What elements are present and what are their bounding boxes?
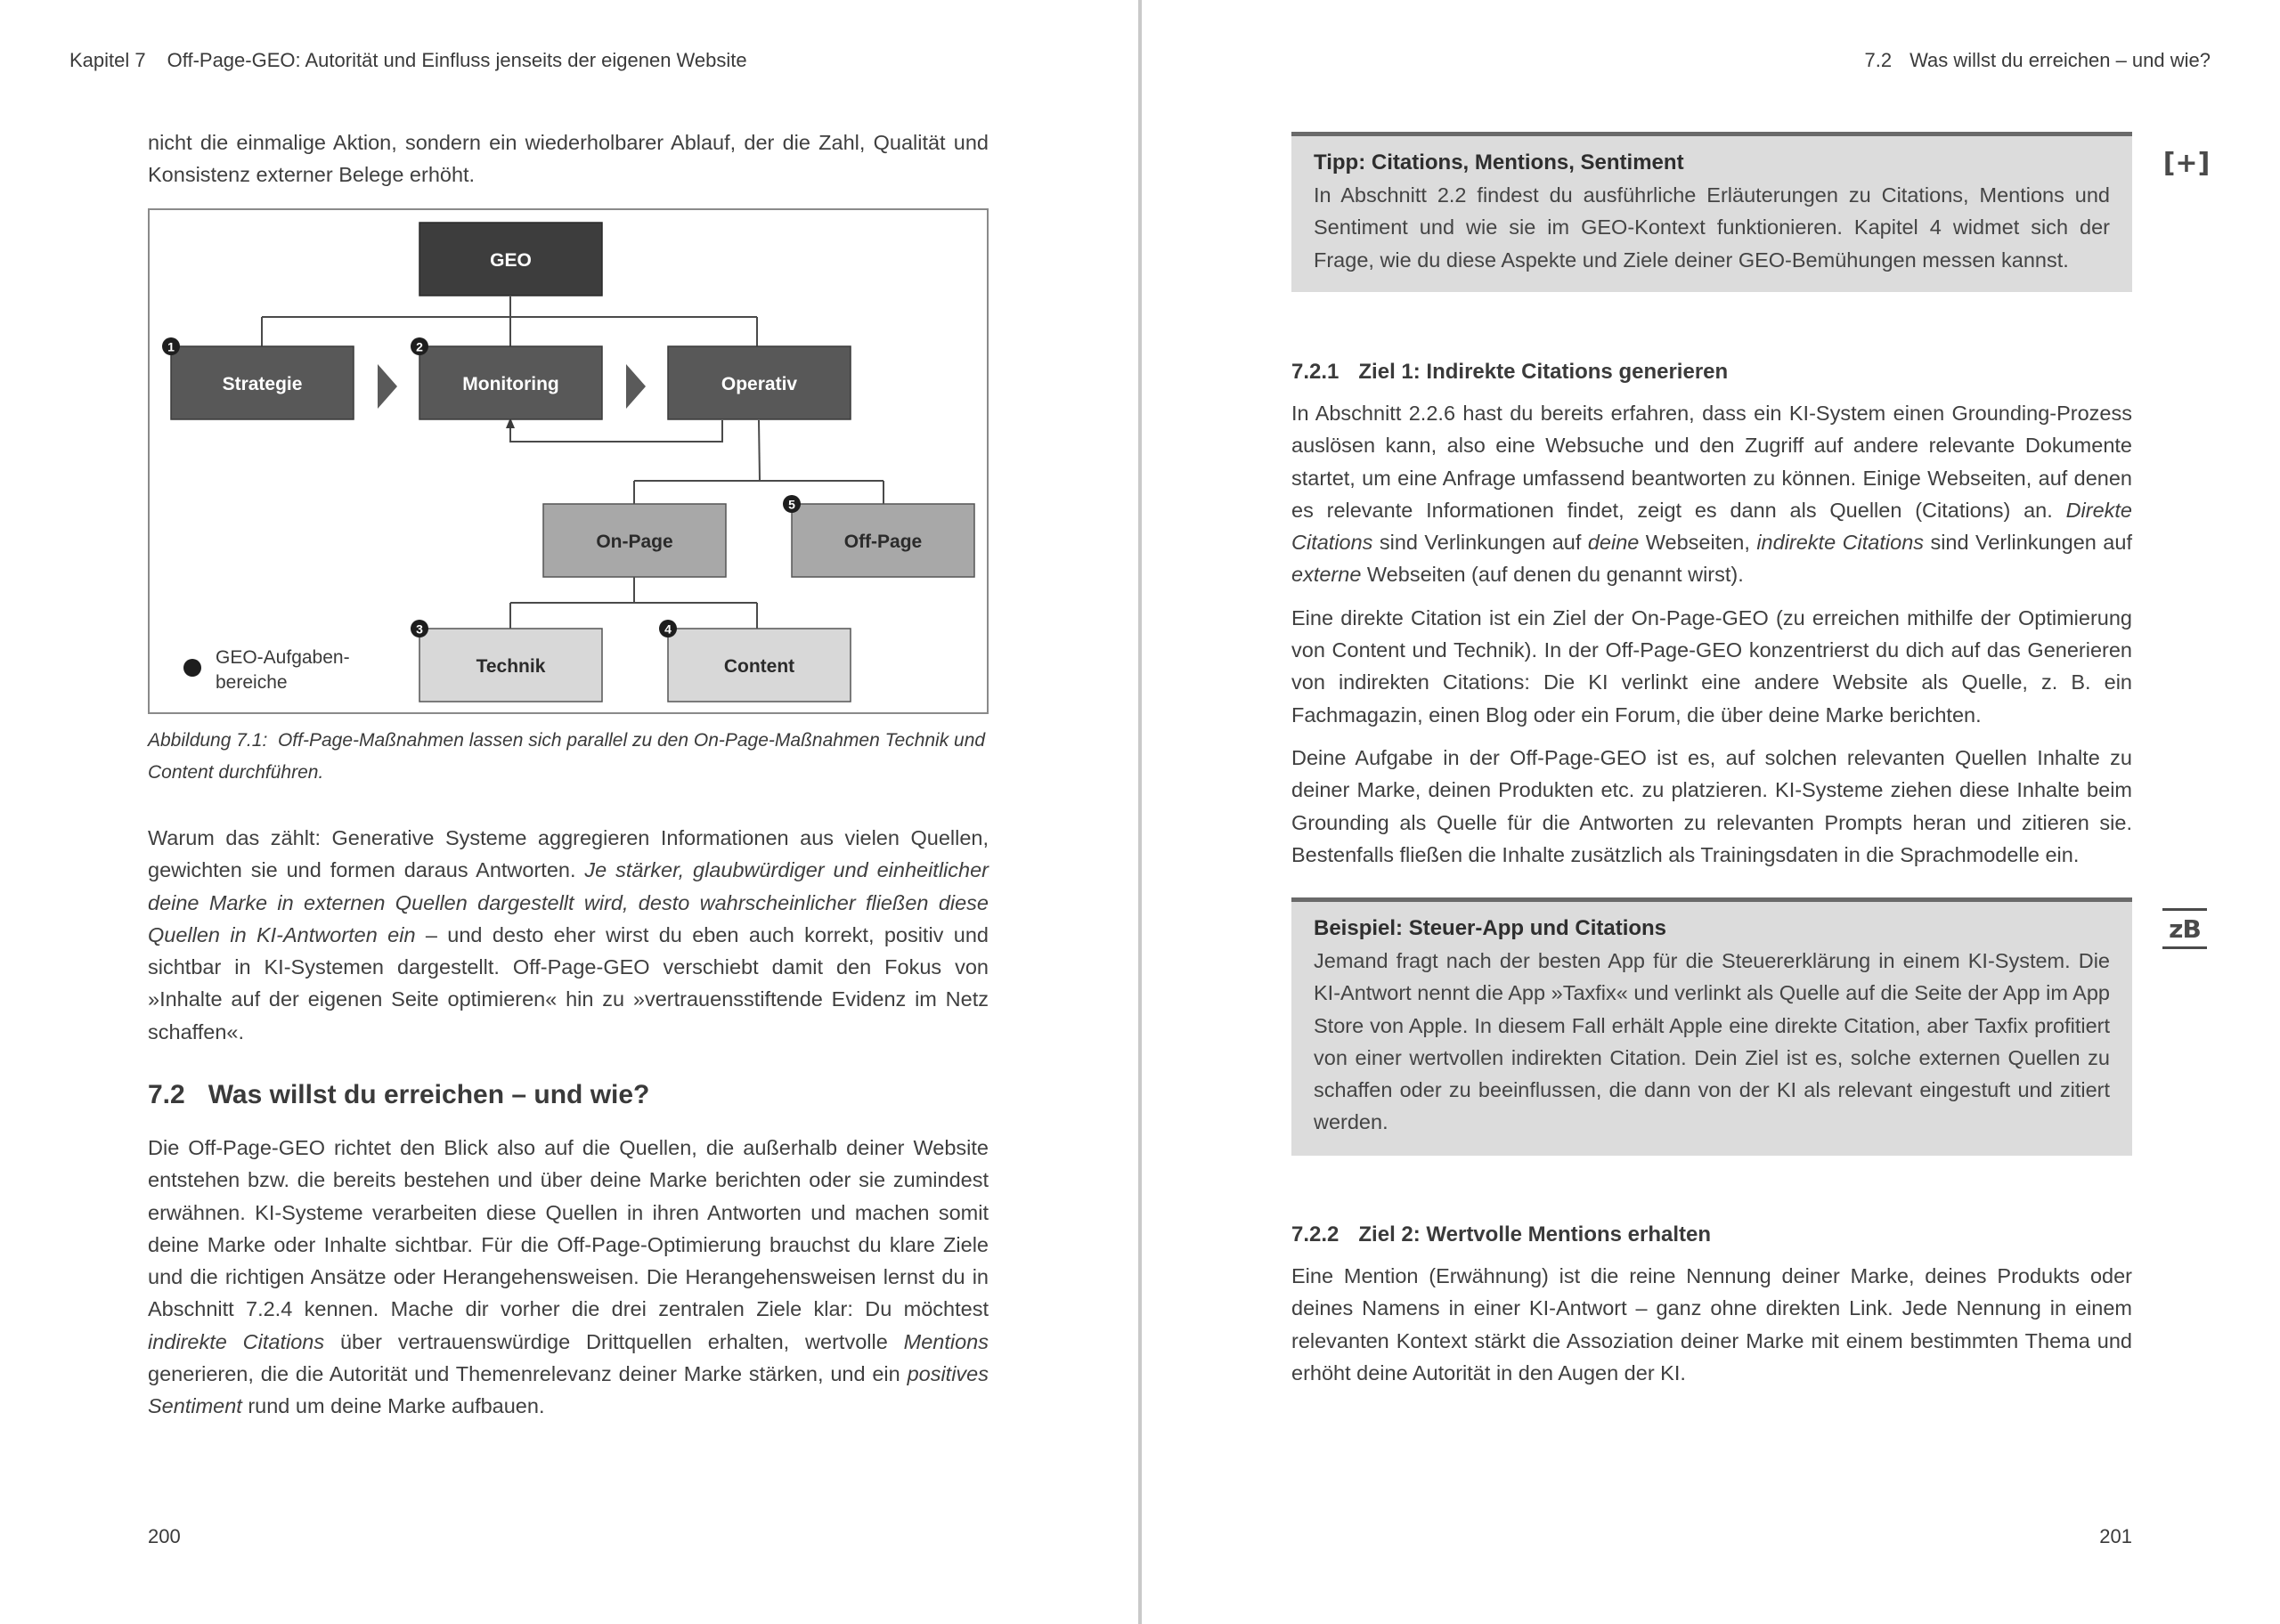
tip-box-title: Tipp: Citations, Mentions, Sentiment [1314,150,1684,175]
diagram-svg [148,208,989,714]
svg-text:Monitoring: Monitoring [462,374,559,394]
svg-text:3: 3 [416,621,423,637]
subsection-7-2-1-body [1291,397,2132,871]
paragraph-why-it-matters: Warum das zählt: Generative Systeme aggregieren Informationen aus vielen Quellen, gewichten sie und formen daraus Antworten. Je stärker, glaubwürdiger und einheitlicher deine Marke in externen Quellen dargestellt wird, desto wahrscheinlicher fließen diese Quellen in KI-Antworten ein – und desto eher wirst du eben auch korrekt, positiv und sichtbar in KI-Systemen dargestellt. Off-Page-GEO verschiebt damit den Fokus von »Inhalte auf der eigenen Seite optimieren« hin zu »vertrauensstiftende Evidenz im Netz schaffen«. [148,826,989,1043]
tip-box-text: In Abschnitt 2.2 findest du ausführliche Erläuterungen zu Citations, Mentions und Sentiment und wie sie im GEO-Kontext funktionieren. Kapitel 4 widmet sich der Frage, wie du diese Aspekte und Ziele deiner GEO-Bemühungen messen kannst. [1314,183,2110,272]
running-head-chapter-title: Off-Page-GEO: Autorität und Einfluss jenseits der eigenen Website [167,49,747,71]
node-content [668,629,851,702]
marker-3 [411,620,428,637]
paragraph-grounding: In Abschnitt 2.2.6 hast du bereits erfahren, dass ein KI-System einen Grounding-Prozess auslösen kann, also eine Websuche und den Zugriff auf andere relevante Dokumente startet, um eine Anfrage umfassend beantworten zu können. Einige Webseiten, auf denen es relevante Informationen findet, zeigt es dann als Quellen (Citations) an. Direkte Citations sind Verlinkungen auf deine Webseiten, indirekte Citations sind Verlinkungen auf externe Webseiten (auf denen du genannt wirst). [1291,402,2132,587]
svg-text:2: 2 [416,339,423,354]
running-head-section-title: Was willst du erreichen – und wie? [1910,49,2211,71]
svg-text:On-Page: On-Page [596,532,673,552]
marker-2 [411,337,428,355]
node-offpage [792,504,974,577]
legend-dot-icon [183,659,201,677]
example-box [1291,897,2132,1156]
page-number-right: 201 [2099,1525,2132,1547]
node-onpage [543,504,726,577]
svg-text:5: 5 [788,497,795,512]
paragraph-direct-citation: Eine direkte Citation ist ein Ziel der On-Page-GEO (zu erreichen mithilfe der Optimierung von Content und Technik). In der Off-Page-GEO konzentrierst du dich auf das Generieren von indirekten Citations: Die KI verlinkt eine andere Website als Quelle, z. B. ein Fachmagazin, einen Blog oder ein Forum, die über deine Marke berichten. [1291,605,2132,727]
svg-text:Strategie: Strategie [222,374,303,394]
svg-text:Content: Content [723,656,795,677]
figure-diagram [148,208,989,714]
right-page [1142,0,2280,1624]
svg-text:4: 4 [664,621,672,637]
intro-text: nicht die einmalige Aktion, sondern ein wiederholbarer Ablauf, der die Zahl, Qualität und Konsistenz externer Belege erhöht. [148,131,989,187]
page-number-left: 200 [148,1525,181,1547]
node-technik [419,629,602,702]
marker-4 [659,620,677,637]
subsection-7-2-2-body [1291,1260,2132,1389]
node-geo [419,223,602,296]
paragraph-section-intro: Die Off-Page-GEO richtet den Blick also auf die Quellen, die außerhalb deiner Website entstehen bzw. die bereits bestehen und über deine Marke berichten oder sie zumindest erwähnen. KI-Systeme verarbeiten diese Quellen in ihren Antworten und machen somit deine Marke oder Inhalte sichtbar. Für die Off-Page-Optimierung brauchst du klare Ziele und die richtigen Ansätze oder Herangehensweisen. Die Herangehensweisen lernst du in Abschnitt 7.2.4 kennen. Mache dir vorher die drei zentralen Ziele klar: Du möchtest indirekte Citations über vertrauenswürdige Drittquellen erhalten, wertvolle Mentions generieren, die die Autorität und Themenrelevanz deiner Marke stärken, und ein positives Sentiment rund um deine Marke aufbauen. [148,1136,989,1418]
svg-text:GEO: GEO [490,250,532,271]
paragraph-mention: Eine Mention (Erwähnung) ist die reine Nennung deiner Marke, deines Produkts oder deines Namens in einer KI-Antwort – ganz ohne direkten Link. Jede Nennung in einem relevanten Kontext stärkt die Assoziation deiner Marke mit einem bestimmten Thema und erhöht deine Autorität in den Augen der KI. [1291,1264,2132,1384]
svg-text:1: 1 [167,339,175,354]
example-zb-icon: zB [2162,908,2207,949]
marker-1 [162,337,180,355]
svg-text:Technik: Technik [476,656,546,677]
running-head-chapter: Kapitel 7 [69,49,146,71]
subsection-heading-7-2-1: 7.2.1 Ziel 1: Indirekte Citations generieren [1291,360,1729,384]
figure-caption: Abbildung 7.1: Off-Page-Maßnahmen lassen sich parallel zu den On-Page-Maßnahmen Technik und Content durchführen. [148,730,986,783]
marker-5 [783,495,801,513]
example-box-text: Jemand fragt nach der besten App für die Steuererklärung in einem KI-System. Die KI-Antwort nennt die App »Taxfix« und verlinkt als Quelle auf die Seite der App im App Store von Apple. In diesem Fall erhält Apple eine direkte Citation, aber Taxfix profitiert von einer wertvollen indirekten Citation. Dein Ziel ist es, solche externen Quellen zu schaffen oder zu beeinflussen, die dann von der KI als relevant eingestuft und zitiert werden. [1314,949,2110,1134]
legend-line1: GEO-Aufgaben- [216,647,350,668]
subsection-heading-7-2-2: 7.2.2 Ziel 2: Wertvolle Mentions erhalten [1291,1222,1712,1246]
paragraph-offpage-task: Deine Aufgabe in der Off-Page-GEO ist es, auf solchen relevanten Quellen Inhalte zu deiner Marke, deinen Produkten etc. zu platzieren. KI-Systeme ziehen diese Inhalte beim Grounding als Quelle für die Antworten zu relevanten Prompts heran und zitieren sie. Bestenfalls fließen die Inhalte zusätzlich als Trainingsdaten in die Sprachmodelle ein. [1291,745,2132,866]
section-heading-7-2: 7.2 Was willst du erreichen – und wie? [148,1080,650,1109]
running-head-left [69,49,747,72]
node-operativ [668,346,851,419]
svg-text:Off-Page: Off-Page [843,532,923,552]
left-page [0,0,1138,1624]
tip-box [1291,132,2132,292]
running-head-section-number: 7.2 [1864,49,1893,71]
node-monitoring [419,346,602,419]
node-strategie [171,346,354,419]
example-box-title: Beispiel: Steuer-App und Citations [1314,916,1667,940]
svg-text:Operativ: Operativ [721,374,798,394]
running-head-right [1865,49,2211,72]
legend-line2: bereiche [216,672,288,693]
tip-plus-icon: [+] [2162,147,2211,179]
